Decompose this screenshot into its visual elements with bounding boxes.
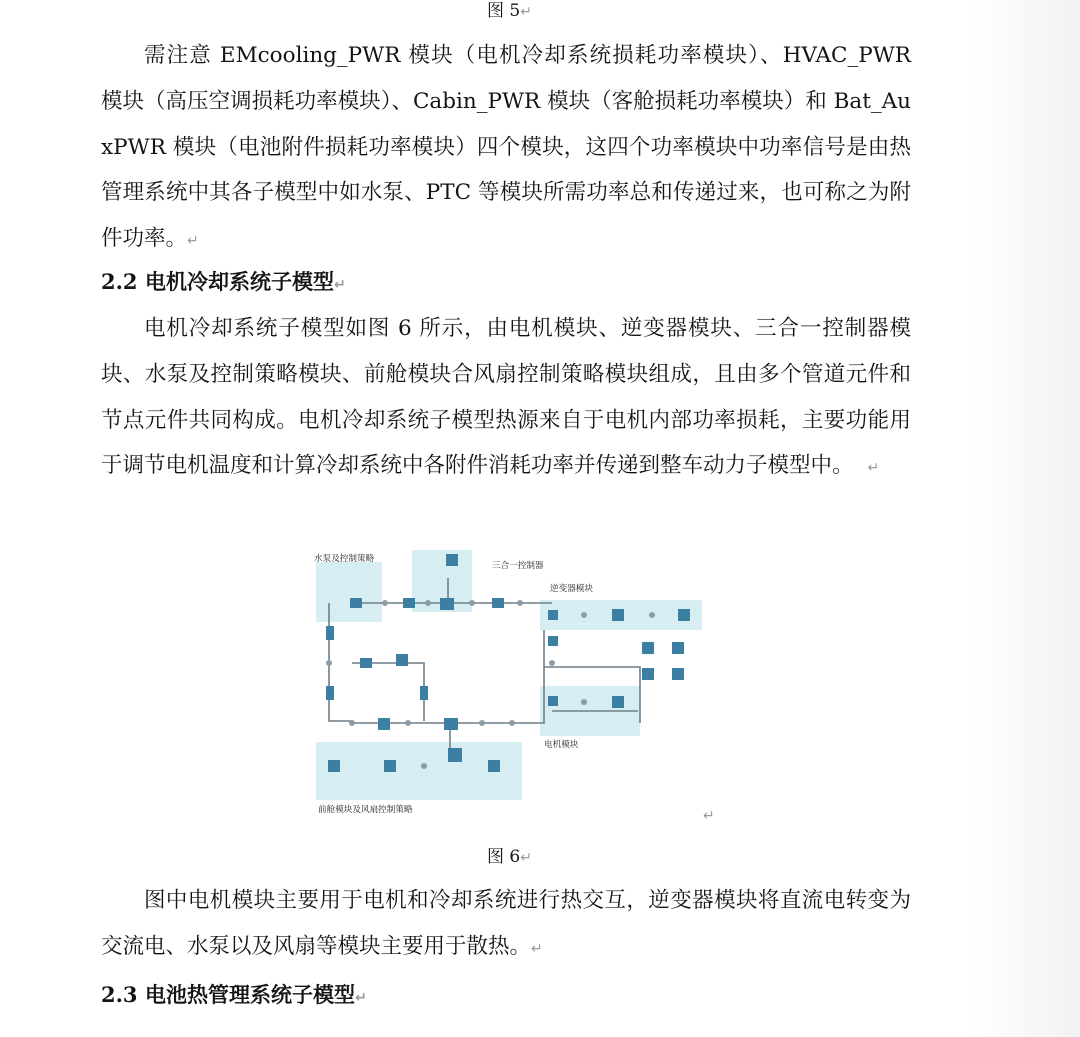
pump-group-bg [316,562,382,622]
section-title: 电池热管理系统子模型 [145,982,355,1007]
paragraph-1 [101,33,911,265]
label-front-group: 前舱模块及风扇控制策略 [318,805,413,815]
paragraph-mark: ↵ [520,850,532,866]
section-heading-2-3 [101,980,367,1013]
section-number: 2.3 [101,982,138,1007]
paragraph-3-text: 图中电机模块主要用于电机和冷却系统进行热交互，逆变器模块将直流电转变为交流电、水泵以及风扇等模块主要用于散热。 [101,888,911,959]
figure-5-caption [487,0,532,23]
figure-6-caption [487,846,532,869]
label-controller-group: 三合一控制器 [492,561,544,571]
paragraph-1-text: 需注意 EMcooling_PWR 模块（电机冷却系统损耗功率模块）、HVAC_PWR 模块（高压空调损耗功率模块）、Cabin_PWR 模块（客舱损耗功率模块）和 Bat_AuxPWR 模块（电池附件损耗功率模块）四个模块，这四个功率模块中功率信号是由热管理系统中其各子模型中如水泵、PTC 等模块所需功率总和传递过来，也可称之为附件功率。 [101,43,911,252]
paragraph-mark: ↵ [867,460,880,477]
figure-6-caption-text: 图 6 [487,847,521,867]
paragraph-mark: ↵ [703,808,715,824]
paragraph-mark: ↵ [531,940,543,957]
figure-5-caption-text: 图 5 [487,1,521,21]
label-pump-group: 水泵及控制策略 [314,554,375,564]
section-number: 2.2 [101,269,138,294]
section-title: 电机冷却系统子模型 [145,269,334,294]
label-motor-group: 电机模块 [544,740,579,750]
label-inverter-group: 逆变器模块 [550,584,593,594]
paragraph-2 [101,306,911,492]
paragraph-mark: ↵ [334,277,346,293]
paragraph-mark: ↵ [520,4,532,20]
section-heading-2-2 [101,267,346,300]
paragraph-mark: ↵ [187,233,199,250]
motor-cooling-model-diagram [312,546,712,821]
paragraph-2-text: 电机冷却系统子模型如图 6 所示，由电机模块、逆变器模块、三合一控制器模块、水泵及控制策略模块、前舱模块合风扇控制策略模块组成，且由多个管道元件和节点元件共同构成。电机冷却系统子模型热源来自于电机内部功率损耗，主要功能用于调节电机温度和计算冷却系统中各附件消耗功率并传递到整车动力子模型中。 [101,316,911,479]
paragraph-3 [101,878,911,973]
figure-6-diagram [312,546,712,821]
paragraph-mark: ↵ [355,990,367,1006]
page-edge-shadow [970,0,1080,1037]
